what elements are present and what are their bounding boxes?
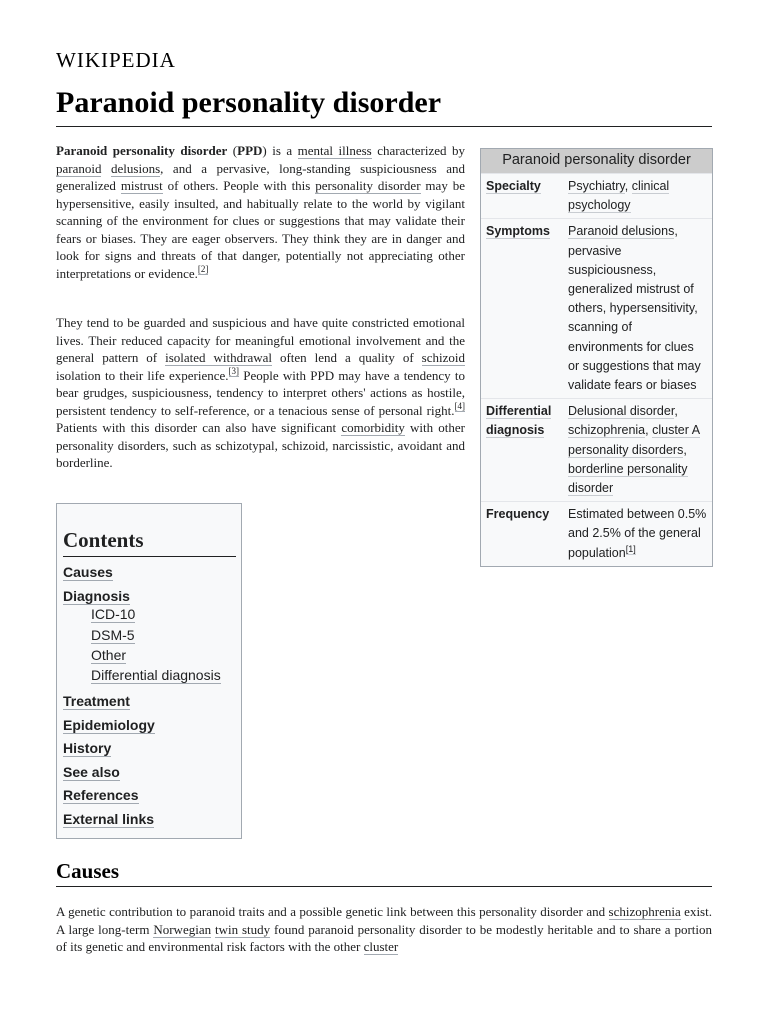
text: , xyxy=(674,404,678,419)
link-personality-disorder[interactable]: personality disorder xyxy=(315,178,421,193)
text: with other personality disorders, such as schizotypal, schizoid, narcissistic, avoidant and borderline. xyxy=(56,420,465,470)
toc-link[interactable]: Diagnosis xyxy=(63,588,130,604)
wikipedia-wordmark[interactable]: WIKIPEDIA xyxy=(56,48,176,72)
infobox-row-frequency xyxy=(481,501,712,566)
link-differential-diagnosis[interactable]: Differential diagnosis xyxy=(486,404,552,438)
infobox-row-symptoms xyxy=(481,218,712,398)
link-schizophrenia[interactable]: schizophrenia xyxy=(568,423,646,438)
infobox xyxy=(480,148,713,567)
infobox-value xyxy=(568,505,708,563)
reference-3[interactable]: [3] xyxy=(228,366,240,377)
toc-item-icd-10[interactable] xyxy=(91,606,135,622)
toc-link[interactable]: Differential diagnosis xyxy=(91,667,221,683)
text: isolation to their life experience. xyxy=(56,367,229,383)
text: , xyxy=(645,423,653,438)
link-mental-illness[interactable]: mental illness xyxy=(297,143,372,158)
link-isolated-withdrawal[interactable]: isolated withdrawal xyxy=(165,350,272,365)
text: People with PPD may have a tendency to bear grudges, suspiciousness, tendency to interpret others' actions as hostile, persistent tendency to self-reference, or a tenacious sense of personal right. xyxy=(56,367,465,418)
toc-item-history[interactable] xyxy=(63,740,111,756)
link-norwegian[interactable]: Norwegian xyxy=(153,921,212,937)
infobox-label xyxy=(486,177,568,215)
toc-link[interactable]: History xyxy=(63,740,112,756)
text: , pervasive suspiciousness, generalized mistrust of others, hypersensitivity, scanning of environments for clues or suggestions that may validate fears or biases xyxy=(568,224,701,393)
page-title: Paranoid personality disorder xyxy=(56,86,442,119)
infobox-label xyxy=(486,402,568,498)
toc-item-external-links[interactable] xyxy=(63,811,154,827)
text: exist. A large long-term xyxy=(56,904,712,937)
lead-paragraph-1 xyxy=(56,142,465,282)
infobox-value xyxy=(568,222,708,395)
text: , xyxy=(683,442,687,457)
text: ( xyxy=(227,143,238,158)
text: characterized by xyxy=(371,143,465,158)
text: often lend a quality of xyxy=(272,350,422,365)
text: ) is a xyxy=(262,143,298,158)
link-cluster[interactable]: cluster xyxy=(363,939,399,954)
link-comorbidity[interactable]: comorbidity xyxy=(341,420,405,435)
bold-abbrev: PPD xyxy=(237,143,263,158)
text xyxy=(101,161,111,176)
toc-link[interactable]: References xyxy=(63,787,139,803)
link-specialty[interactable]: Specialty xyxy=(486,179,541,193)
link-twin-study[interactable]: twin study xyxy=(215,921,271,937)
text: , xyxy=(624,179,632,193)
text: A genetic contribution to paranoid traits and a possible genetic link between this personality disorder and xyxy=(56,904,609,919)
toc-link[interactable]: Other xyxy=(91,647,127,663)
link-clinical-psychology[interactable]: clinical psychology xyxy=(568,179,670,213)
toc-item-see-also[interactable] xyxy=(63,764,120,780)
infobox-label xyxy=(486,222,568,395)
toc-item-causes[interactable] xyxy=(63,564,113,580)
text: They tend to be guarded and suspicious and have quite constricted emotional lives. Their reduced capacity for meaningful emotional involvement and the general pattern of xyxy=(56,315,465,365)
infobox-row-specialty xyxy=(481,173,712,218)
infobox-title: Paranoid personality disorder xyxy=(481,149,712,173)
text: , and a pervasive, long-standing suspiciousness and generalized xyxy=(56,160,465,193)
causes-paragraph xyxy=(56,903,712,956)
link-paranoid-delusions[interactable]: Paranoid delusions xyxy=(568,224,675,239)
toc-link[interactable]: Treatment xyxy=(63,693,130,709)
toc-link[interactable]: External links xyxy=(63,811,155,827)
reference-2[interactable]: [2] xyxy=(197,264,209,275)
toc-link[interactable]: DSM-5 xyxy=(91,627,135,643)
toc-item-treatment[interactable] xyxy=(63,693,130,709)
reference-1[interactable]: [1] xyxy=(625,543,636,554)
infobox-value xyxy=(568,177,708,215)
title-divider xyxy=(56,126,712,127)
link-cluster-a[interactable]: cluster A personality disorders xyxy=(568,423,701,457)
text: Estimated between 0.5% and 2.5% of the general population xyxy=(568,507,707,560)
link-symptoms[interactable]: Symptoms xyxy=(486,224,550,239)
toc-item-references[interactable] xyxy=(63,787,139,803)
toc-item-other[interactable] xyxy=(91,647,126,663)
link-delusions[interactable]: delusions xyxy=(111,160,161,176)
toc-item-differential-diagnosis[interactable] xyxy=(91,667,221,683)
link-delusional-disorder[interactable]: Delusional disorder xyxy=(568,404,675,419)
text: of others. People with this xyxy=(162,178,316,193)
infobox-value xyxy=(568,402,708,498)
toc-item-dsm-5[interactable] xyxy=(91,627,135,643)
link-mistrust[interactable]: mistrust xyxy=(120,178,163,193)
link-borderline[interactable]: borderline personality disorder xyxy=(568,461,688,496)
toc-link[interactable]: ICD-10 xyxy=(91,606,136,622)
text: found paranoid personality disorder to be modestly heritable and to share a portion of its genetic and environmental risk factors with the other xyxy=(56,921,712,954)
text: may be hypersensitive, easily insulted, and habitually relate to the world by vigilant scanning of the environment for clues or suggestions that may validate their fears or biases. They are eager observers. They think they are in danger and look for signs and threats of that danger, potentially not appreciating other interpretations or evidence. xyxy=(56,178,465,281)
section-divider xyxy=(56,886,712,887)
link-schizoid[interactable]: schizoid xyxy=(421,350,465,365)
link-schizophrenia[interactable]: schizophrenia xyxy=(608,904,681,919)
reference-4[interactable]: [4] xyxy=(454,401,465,412)
toc-link[interactable]: Epidemiology xyxy=(63,717,155,733)
section-heading-causes: Causes xyxy=(56,859,120,883)
infobox-label: Frequency xyxy=(486,507,550,522)
lead-paragraph-2 xyxy=(56,314,465,472)
link-psychiatry[interactable]: Psychiatry xyxy=(568,179,625,193)
toc-item-diagnosis[interactable] xyxy=(63,588,130,604)
toc-title: Contents xyxy=(63,528,236,557)
toc-link[interactable]: See also xyxy=(63,764,120,780)
infobox-row-differential xyxy=(481,398,712,501)
text: Patients with this disorder can also have significant xyxy=(56,420,342,435)
table-of-contents xyxy=(56,503,242,839)
bold-term: Paranoid personality disorder xyxy=(56,143,228,158)
link-paranoid[interactable]: paranoid xyxy=(56,160,102,176)
toc-link[interactable]: Causes xyxy=(63,564,113,580)
toc-item-epidemiology[interactable] xyxy=(63,717,155,733)
